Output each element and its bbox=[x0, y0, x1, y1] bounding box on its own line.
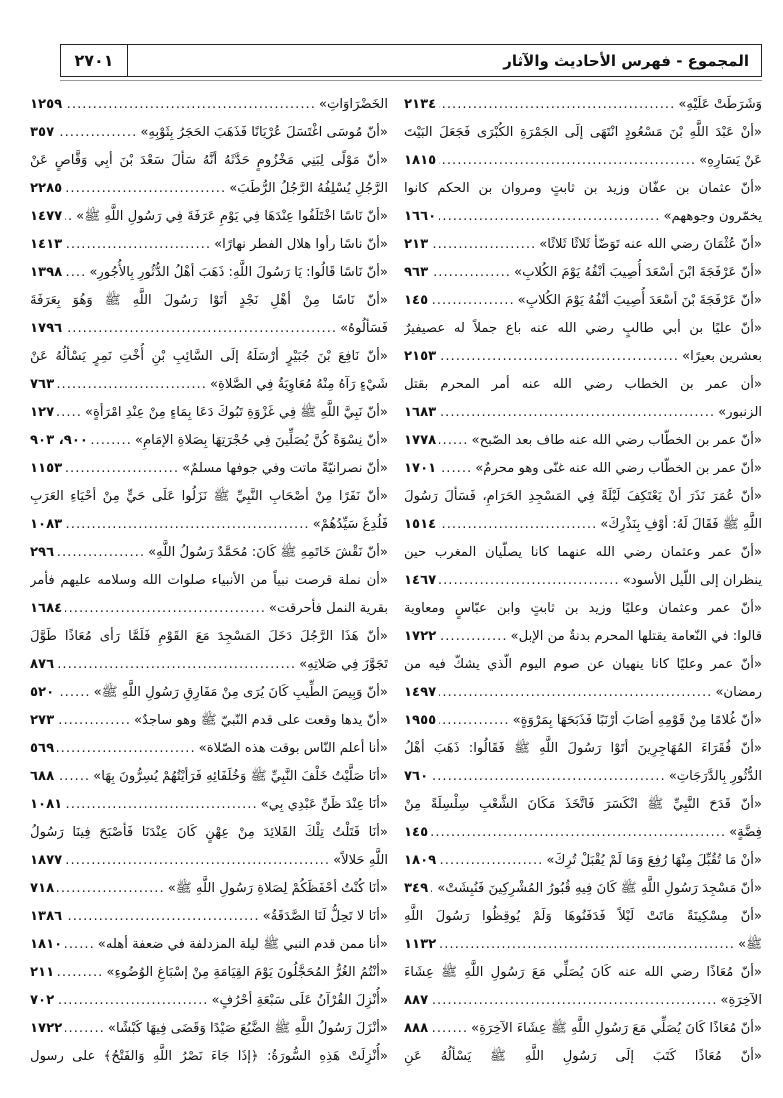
entry-page-number: ٨٨٨ bbox=[404, 1021, 429, 1036]
header-divider bbox=[60, 80, 762, 81]
index-entry-line bbox=[404, 1015, 762, 1043]
page-header bbox=[60, 44, 762, 77]
index-entry-continuation bbox=[404, 1043, 762, 1071]
index-entry-continuation bbox=[404, 735, 762, 763]
index-entry-line bbox=[30, 539, 388, 567]
index-column-left bbox=[30, 91, 388, 1071]
dot-leader bbox=[439, 623, 507, 651]
entry-page-number: ٩٠٠، ٩٠٣ bbox=[30, 433, 88, 448]
index-entry-line bbox=[30, 763, 388, 791]
entry-text: «أنّ نَفَرًا مِنْ أصْحَابِ النَّبِيِّ ﷺ نَزَلُوا عَلَى حَيٍّ مِنْ أحْيَاءِ العَرَبِ bbox=[30, 489, 388, 504]
entry-text: اللَّهِ حَلالاً» bbox=[333, 853, 388, 868]
index-entry-continuation bbox=[30, 287, 388, 315]
index-column-right bbox=[404, 91, 762, 1071]
entry-text: وَشَرَطَتْ عَلَيْهِ» bbox=[678, 97, 762, 112]
entry-page-number: ٧٠٢ bbox=[30, 993, 55, 1008]
entry-text: «أنّ عَرْفَجَةَ بْنَ أسْعَدَ أُصِيبَ أنْفُهُ يَوْمَ الكُلابِ» bbox=[517, 293, 762, 308]
entry-page-number: ٢١٣٤ bbox=[404, 97, 437, 112]
index-entry-line bbox=[30, 959, 388, 987]
entry-page-number: ١٦٨٤ bbox=[30, 601, 63, 616]
entry-text: «أنّ مِسْكِينَةً مَاتَتْ لَيْلاً فَدَفَنُوهَا وَلَمْ يُوقِظُوا رَسُولَ اللَّهِ bbox=[404, 909, 762, 924]
index-entry-line bbox=[30, 875, 388, 903]
entry-text: «أنّ مُعَاذًا كَتَبَ إلَى رَسُولِ اللَّهِ ﷺ يَسْألُهُ عَنِ bbox=[404, 1049, 762, 1064]
entry-text: «أنّ عليًا بن أبي طالبٍ رضي الله عنه باع جملاً له عصيفيرٌ bbox=[404, 321, 762, 336]
entry-text: «أنّ نَاسًا اخْتَلَفُوا عِنْدَهَا فِي يَوْمِ عَرَفَةَ فِي رَسُولِ اللَّهِ ﷺ» bbox=[76, 209, 388, 224]
entry-text: الخَضْرَاوَاتِ» bbox=[318, 97, 388, 112]
index-entry-continuation bbox=[404, 903, 762, 931]
dot-leader bbox=[431, 259, 511, 287]
index-entry-line bbox=[30, 119, 388, 147]
dot-leader bbox=[431, 1015, 468, 1043]
entry-text: عَنْ يَسَارِهِ» bbox=[699, 153, 762, 168]
dot-leader bbox=[439, 679, 712, 707]
dot-leader bbox=[431, 819, 726, 847]
dot-leader bbox=[439, 147, 696, 175]
entry-page-number: ٢١٥٣ bbox=[404, 349, 437, 364]
index-entry-line bbox=[30, 203, 388, 231]
entry-page-number: ٣٥٧ bbox=[30, 125, 55, 140]
entry-page-number: ١٣٨٦ bbox=[30, 909, 63, 924]
index-entry-continuation bbox=[404, 539, 762, 567]
entry-page-number: ١٦٨٣ bbox=[404, 405, 437, 420]
dot-leader bbox=[65, 903, 259, 931]
entry-text: «أنّ مُعَاذًا رضي الله عنه كَانَ يُصَلِّي مَعَ رَسُولِ اللَّهِ ﷺ عِشَاءَ bbox=[404, 965, 762, 980]
index-entry-continuation bbox=[404, 651, 762, 679]
dot-leader bbox=[439, 91, 675, 119]
index-entry-line bbox=[404, 427, 762, 455]
index-entry-continuation bbox=[404, 175, 762, 203]
dot-leader bbox=[65, 455, 179, 483]
index-entry-line bbox=[404, 231, 762, 259]
index-entry-continuation bbox=[30, 343, 388, 371]
dot-leader bbox=[431, 231, 536, 259]
dot-leader bbox=[57, 539, 145, 567]
dot-leader bbox=[431, 987, 717, 1015]
entry-page-number: ١٧٩٦ bbox=[30, 321, 63, 336]
entry-page-number: ١٤٧٧ bbox=[30, 209, 63, 224]
entry-text: «أنّ وَبِيصَ الطِّيبِ كَانَ يُرَى مِنْ مَفَارِقِ رَسُولِ اللَّهِ ﷺ» bbox=[93, 685, 388, 700]
dot-leader bbox=[439, 343, 679, 371]
running-title: المجموع - فهرس الأحاديث والآثار bbox=[503, 51, 749, 70]
index-entry-line bbox=[30, 931, 388, 959]
entry-text: «أنّ فُقَرَاءَ المُهَاجِرِينَ أتَوْا رَسُولَ اللَّهِ ﷺ فَقَالُوا: ذَهَبَ أهْلُ bbox=[404, 741, 762, 756]
entry-page-number: ١١٥٣ bbox=[30, 461, 63, 476]
index-entry-continuation bbox=[30, 147, 388, 175]
entry-page-number: ١٤٩٧ bbox=[404, 685, 437, 700]
dot-leader bbox=[65, 511, 309, 539]
entry-page-number: ١٧٧٨ bbox=[404, 433, 437, 448]
entry-text: «أنّ عمر وعليًا كانا ينهيان عن صوم اليوم الّذي يشكّ فيه من bbox=[404, 657, 762, 672]
entry-page-number: ٢١٣ bbox=[404, 237, 429, 252]
entry-text: «أنْ مَا تُقُبِّلَ مِنْهَا رُفِعَ وَمَا لَمْ يُقْبَلْ تُرِكَ» bbox=[546, 853, 762, 868]
entry-text: فَلُدِغَ سَيِّدُهُمْ» bbox=[312, 517, 388, 532]
index-entry-line bbox=[30, 707, 388, 735]
index-entry-line bbox=[404, 343, 762, 371]
entry-page-number: ٥٦٩ bbox=[30, 741, 55, 756]
entry-text: «أنْزَلَ رَسُولُ اللَّهِ ﷺ الضَّبُعَ صَيْدًا وَقَضَى فِيهَا كَبْشًا» bbox=[107, 1021, 388, 1036]
dot-leader bbox=[65, 91, 316, 119]
entry-text: «أنا ممن قدم النبي ﷺ ليلة المزدلفة في ضعفة أهله» bbox=[97, 937, 388, 952]
entry-text: «أنّ ناسًا رأوا هلال الفطر نهارًا» bbox=[214, 237, 388, 252]
entry-page-number: ١٠٨١ bbox=[30, 797, 63, 812]
index-entry-continuation bbox=[30, 623, 388, 651]
index-entry-line bbox=[30, 511, 388, 539]
dot-leader bbox=[65, 175, 226, 203]
index-entry-line bbox=[404, 399, 762, 427]
entry-text: «أُنْزِلَتْ هَذِهِ السُّورَةُ: ﴿إذَا جَاءَ نَصْرُ اللَّهِ وَالفَتْحُ﴾ على رسول bbox=[30, 1049, 388, 1064]
dot-leader bbox=[57, 707, 131, 735]
dot-leader bbox=[65, 595, 266, 623]
entry-page-number: ١٦٦٠ bbox=[404, 209, 437, 224]
index-entry-line bbox=[30, 847, 388, 875]
entry-text: «أنّ عثمان بن عفّان وزيد بن ثابتٍ ومروان بن الحكم كانوا bbox=[404, 181, 762, 196]
dot-leader bbox=[57, 875, 165, 903]
entry-text: «أنّ عمر بن الخطّاب رضي الله عنه طاف بعد الصّبح» bbox=[471, 433, 762, 448]
entry-page-number: ١٢٥٩ bbox=[30, 97, 63, 112]
index-entry-line bbox=[404, 819, 762, 847]
index-entry-line bbox=[404, 679, 762, 707]
entry-page-number: ٨٨٧ bbox=[404, 993, 429, 1008]
entry-page-number: ١٧٠١ bbox=[404, 461, 437, 476]
dot-leader bbox=[57, 651, 296, 679]
entry-page-number: ٧٦٣ bbox=[30, 377, 55, 392]
entry-text: «أنّ نصرانيّةً ماتت وفي جوفها مسلمٌ» bbox=[182, 461, 388, 476]
entry-text: «أنّ نَبِيَّ اللَّهِ ﷺ فِي غَزْوَةِ تَبُوكَ دَعَا بِمَاءٍ مِنْ عِنْدِ امْرَأةٍ» bbox=[84, 405, 388, 420]
dot-leader bbox=[431, 763, 666, 791]
dot-leader bbox=[439, 847, 543, 875]
entry-text: «أنّ مَوْلًى لِبَنِي مَخْزُومٍ حَدَّثَهُ أنَّهُ سَألَ سَعْدَ بْنَ أبِي وَقَّاصٍ عَنْ bbox=[30, 153, 388, 168]
index-entry-continuation bbox=[404, 315, 762, 343]
dot-leader bbox=[65, 259, 86, 287]
index-entry-continuation bbox=[404, 595, 762, 623]
entry-text: اللَّهِ ﷺ فَقَالَ لَهُ: أوْفِ بِنَذْرِكَ» bbox=[600, 517, 762, 532]
entry-page-number: ١١٣٢ bbox=[404, 937, 437, 952]
entry-page-number: ١٣٩٨ bbox=[30, 265, 63, 280]
index-entry-line bbox=[30, 399, 388, 427]
entry-text: الدُّثُورِ بِالدَّرَجَاتِ» bbox=[668, 769, 762, 784]
dot-leader bbox=[65, 931, 95, 959]
index-entry-continuation bbox=[404, 791, 762, 819]
dot-leader bbox=[439, 427, 468, 455]
entry-text: بعشرين بعيرًا» bbox=[682, 349, 762, 364]
entry-text: «أنّ عمر وعثمان رضي الله عنهما كانا يصلّيان المغرب حين bbox=[404, 545, 762, 560]
index-entry-continuation bbox=[404, 119, 762, 147]
entry-text: «أنّ عمر وعثمان وعليًا وزيد بن ثابتٍ وابن عبّاسٍ ومعاوية bbox=[404, 601, 762, 616]
dot-leader bbox=[57, 371, 207, 399]
entry-page-number: ١٤٥ bbox=[404, 293, 429, 308]
dot-leader bbox=[439, 707, 509, 735]
dot-leader bbox=[65, 315, 337, 343]
index-entry-line bbox=[404, 623, 762, 651]
index-entry-line bbox=[404, 847, 762, 875]
index-entry-continuation bbox=[404, 483, 762, 511]
entry-text: رمضان» bbox=[715, 685, 762, 700]
index-entry-line bbox=[30, 595, 388, 623]
entry-text: «أنّ عُثْمَانَ رضي الله عنه تَوَضّأ ثَلاثًا ثَلاثًا» bbox=[539, 237, 762, 252]
dot-leader bbox=[439, 511, 597, 539]
index-entry-line bbox=[404, 931, 762, 959]
entry-page-number: ١٩٥٥ bbox=[404, 713, 437, 728]
entry-text: «أنّ نَقْشَ خَاتَمِهِ ﷺ كَانَ: مُحَمَّدٌ رَسُولُ اللَّهِ» bbox=[148, 545, 388, 560]
index-entry-line bbox=[30, 735, 388, 763]
dot-leader bbox=[65, 231, 211, 259]
index-entry-line bbox=[30, 175, 388, 203]
index-entry-line bbox=[30, 231, 388, 259]
dot-leader bbox=[439, 455, 472, 483]
dot-leader bbox=[431, 875, 434, 903]
dot-leader bbox=[65, 791, 257, 819]
entry-page-number: ٢٩٦ bbox=[30, 545, 55, 560]
index-entry-continuation bbox=[404, 959, 762, 987]
index-entry-line bbox=[404, 147, 762, 175]
index-entry-line bbox=[30, 315, 388, 343]
index-entry-continuation bbox=[404, 371, 762, 399]
dot-leader bbox=[91, 427, 132, 455]
index-entry-line bbox=[30, 791, 388, 819]
index-entry-line bbox=[404, 875, 762, 903]
entry-text: تَجَوَّزَ فِي صَلاتِهِ» bbox=[299, 657, 388, 672]
entry-page-number: ١٥١٤ bbox=[404, 517, 437, 532]
entry-page-number: ٢٧٣ bbox=[30, 713, 55, 728]
dot-leader bbox=[439, 399, 715, 427]
entry-page-number: ١٨٠٩ bbox=[404, 853, 437, 868]
index-entry-line bbox=[404, 259, 762, 287]
dot-leader bbox=[65, 203, 73, 231]
index-entry-line bbox=[404, 763, 762, 791]
entry-text: فَسَألُوهُ» bbox=[340, 321, 388, 336]
entry-text: يخمّرون وجوههم» bbox=[663, 209, 762, 224]
entry-text: الزنبور» bbox=[718, 405, 762, 420]
entry-text: «أنّ يدها وقعت على قدم النّبيّ ﷺ وهو ساجدٌ» bbox=[133, 713, 388, 728]
dot-leader bbox=[439, 203, 660, 231]
index-entry-line bbox=[30, 427, 388, 455]
index-entry-line bbox=[30, 651, 388, 679]
index-entry-line bbox=[404, 511, 762, 539]
entry-page-number: ٧١٨ bbox=[30, 881, 55, 896]
entry-page-number: ١٨١٥ bbox=[404, 153, 437, 168]
entry-text: قالوا: في النّعامة يقتلها المحرم بدنةٌ من الإبل» bbox=[510, 629, 762, 644]
entry-page-number: ١٨٧٧ bbox=[30, 853, 63, 868]
entry-text: «أن عمر بن الخطاب رضي الله عنه أمر المحرم بقتل bbox=[404, 377, 762, 392]
entry-page-number: ١٧٢٢ bbox=[30, 1021, 63, 1036]
entry-page-number: ٢١١ bbox=[30, 965, 55, 980]
index-entry-line bbox=[30, 91, 388, 119]
dot-leader bbox=[439, 567, 619, 595]
entry-page-number: ١٨١٠ bbox=[30, 937, 63, 952]
dot-leader bbox=[57, 119, 137, 147]
entry-page-number: ٢٢٨٥ bbox=[30, 181, 63, 196]
index-entry-continuation bbox=[30, 483, 388, 511]
index-entry-line bbox=[30, 903, 388, 931]
index-entry-continuation bbox=[30, 1043, 388, 1071]
entry-text: «أنّ مَسْجِدَ رَسُولِ اللَّهِ ﷺ كَانَ فِيهِ قُبُورُ المُشْرِكِينَ فَنُبِشَتْ» bbox=[437, 881, 762, 896]
entry-page-number: ١٢٧ bbox=[30, 405, 55, 420]
entry-page-number: ١٤١٣ bbox=[30, 237, 63, 252]
index-entry-line bbox=[404, 287, 762, 315]
entry-text: الرَّجُلِ يُسْلِفُهُ الرَّجُلُ الرُّطَبَ» bbox=[229, 181, 388, 196]
entry-text: «أنّ مُوسَى اغْتَسَلَ عُرْيَانًا فَذَهَبَ الحَجَرُ بِثَوْبِهِ» bbox=[140, 125, 388, 140]
index-entry-continuation bbox=[30, 819, 388, 847]
entry-text: «أنّ قَدَحَ النَّبِيِّ ﷺ انْكَسَرَ فَاتَّخَذَ مَكَانَ الشَّعْبِ سِلْسِلَةً مِنْ bbox=[404, 797, 762, 812]
entry-text: «أنّ غُلامًا مِنْ قَوْمِهِ أصَابَ أرْنَبًا فَذَبَحَهَا بِمَرْوَةٍ» bbox=[512, 713, 762, 728]
dot-leader bbox=[65, 847, 330, 875]
entry-text: «أنَا عِنْدَ ظَنِّ عَبْدِي بِي» bbox=[260, 797, 388, 812]
index-entry-line bbox=[30, 259, 388, 287]
entry-text: «أنَا صَلَّيْتُ خَلْفَ النَّبِيِّ ﷺ وَخُلَفَائِهِ فَرَأيْتُهُمْ يُسِرُّونَ بِهَا» bbox=[93, 769, 388, 784]
entry-text: «أنا أعلم النّاس بوقت هذه الصّلاة» bbox=[198, 741, 388, 756]
dot-leader bbox=[57, 763, 90, 791]
index-entry-line bbox=[30, 1015, 388, 1043]
entry-text: «أُنْزِلَ القُرْآنُ عَلَى سَبْعَةِ أحْرُفٍ» bbox=[211, 993, 388, 1008]
entry-text: «أنّ عَرْفَجَةَ ابْنَ أسْعَدَ أُصِيبَ أنْفُهُ يَوْمَ الكُلابِ» bbox=[514, 265, 762, 280]
index-entry-line bbox=[30, 455, 388, 483]
index-entry-line bbox=[404, 707, 762, 735]
index-entry-line bbox=[404, 91, 762, 119]
entry-text: «أنّ نِسْوَةً كُنَّ يُصَلِّينَ فِي حُجْرَتِهَا بِصَلاةِ الإمَامِ» bbox=[134, 433, 388, 448]
entry-text: «أنّ نَافِعَ بْنَ جُبَيْرٍ أرْسَلَهُ إلَى السَّائِبِ بْنِ أُخْتِ نَمِرٍ يَسْألُهُ عَنْ bbox=[30, 349, 388, 364]
entry-text: «أنَا كُنْتُ أحْفَظَكُمْ لِصَلاةِ رَسُولِ اللَّهِ ﷺ» bbox=[167, 881, 388, 896]
entry-text: «أنّ مُعَاذًا كَانَ يُصَلِّي مَعَ رَسُولِ اللَّهِ ﷺ عِشَاءَ الآخِرَةِ» bbox=[471, 1021, 762, 1036]
entry-text: ﷺ» bbox=[738, 937, 762, 952]
entry-text: «أنّ نَاسًا قَالُوا: يَا رَسُولَ اللَّهِ: ذَهَبَ أهْلُ الدُّثُورِ بِالأُجُورِ» bbox=[89, 265, 388, 280]
dot-leader bbox=[57, 735, 196, 763]
entry-text: شَيْءٍ رَآهُ مِنْهُ مُعَاوِيَةُ فِي الصَّلاةِ» bbox=[209, 377, 388, 392]
dot-leader bbox=[57, 987, 208, 1015]
entry-page-number: ٩٦٣ bbox=[404, 265, 429, 280]
entry-text: «أنَا لا تَحِلُّ لَنَا الصَّدَقَةُ» bbox=[262, 909, 388, 924]
entry-page-number: ١٧٢٢ bbox=[404, 629, 437, 644]
index-entry-continuation bbox=[30, 567, 388, 595]
entry-page-number: ٨٧٦ bbox=[30, 657, 55, 672]
index-entry-line bbox=[404, 567, 762, 595]
entry-page-number: ١٠٨٣ bbox=[30, 517, 63, 532]
entry-text: فِضَّةٍ» bbox=[729, 825, 762, 840]
entry-text: «أنْ عَبْدَ اللَّهِ بْنَ مَسْعُودٍ انْتَهَى إلَى الجَمْرَةِ الكُبْرَى فَجَعَلَ البَيْتَ bbox=[404, 125, 762, 140]
entry-text: «أنّ عُمَرَ نَذَرَ أنْ يَعْتَكِفَ لَيْلَةً فِي المَسْجِدِ الحَرَامِ، فَسَألَ رَسُولَ bbox=[404, 489, 762, 504]
entry-text: «أنّ هَذَا الرَّجُلَ دَخَلَ المَسْجِدَ مَعَ القَوْمِ فَلَمَّا رَأى مُعَاذًا طَوَّلَ bbox=[30, 629, 388, 644]
entry-text: الآخِرَةِ» bbox=[720, 993, 762, 1008]
dot-leader bbox=[57, 959, 103, 987]
page-number: ٢٧٠١ bbox=[61, 45, 128, 76]
entry-page-number: ٣٤٩ bbox=[404, 881, 429, 896]
index-entry-line bbox=[404, 203, 762, 231]
index-entry-line bbox=[404, 987, 762, 1015]
entry-text: «أنَا فَتَلْتُ تِلْكَ القَلائِدَ مِنْ عِهْنٍ كَانَ عِنْدَنَا فَأصْبَحَ فِينَا رَسُولُ bbox=[30, 825, 388, 840]
entry-page-number: ١٤٦٧ bbox=[404, 573, 437, 588]
entry-text: «أنْتُمُ الغُرُّ المُحَجَّلُونَ يَوْمَ القِيَامَةِ مِنْ إسْبَاغِ الوُضُوءِ» bbox=[106, 965, 388, 980]
entry-text: بقرية النمل فأحرقت» bbox=[268, 601, 388, 616]
dot-leader bbox=[57, 399, 82, 427]
index-entry-line bbox=[404, 455, 762, 483]
dot-leader bbox=[57, 679, 90, 707]
entry-text: «أن نملة قرصت نبياً من الأنبياء صلوات الله وسلامه عليهم فأمر bbox=[30, 573, 388, 588]
entry-page-number: ٥٢٠ bbox=[30, 685, 55, 700]
entry-page-number: ٦٨٨ bbox=[30, 769, 55, 784]
entry-text: «أنّ عمر بن الخطّاب رضي الله عنه غنّى وهو محرمٌ» bbox=[475, 461, 762, 476]
entry-page-number: ٧٦٠ bbox=[404, 769, 429, 784]
dot-leader bbox=[439, 931, 735, 959]
entry-text: ينظران إلى اللّيل الأسود» bbox=[622, 573, 762, 588]
entry-page-number: ١٤٥ bbox=[404, 825, 429, 840]
entry-text: «أنّ نَاسًا مِنْ أهْلِ نَجْدٍ أتَوْا رَسُولَ اللَّهِ ﷺ وَهُوَ بِعَرَفَةَ bbox=[30, 293, 388, 308]
dot-leader bbox=[431, 287, 515, 315]
index-entry-line bbox=[30, 679, 388, 707]
dot-leader bbox=[65, 1015, 105, 1043]
index-entry-line bbox=[30, 371, 388, 399]
index-entry-line bbox=[30, 987, 388, 1015]
